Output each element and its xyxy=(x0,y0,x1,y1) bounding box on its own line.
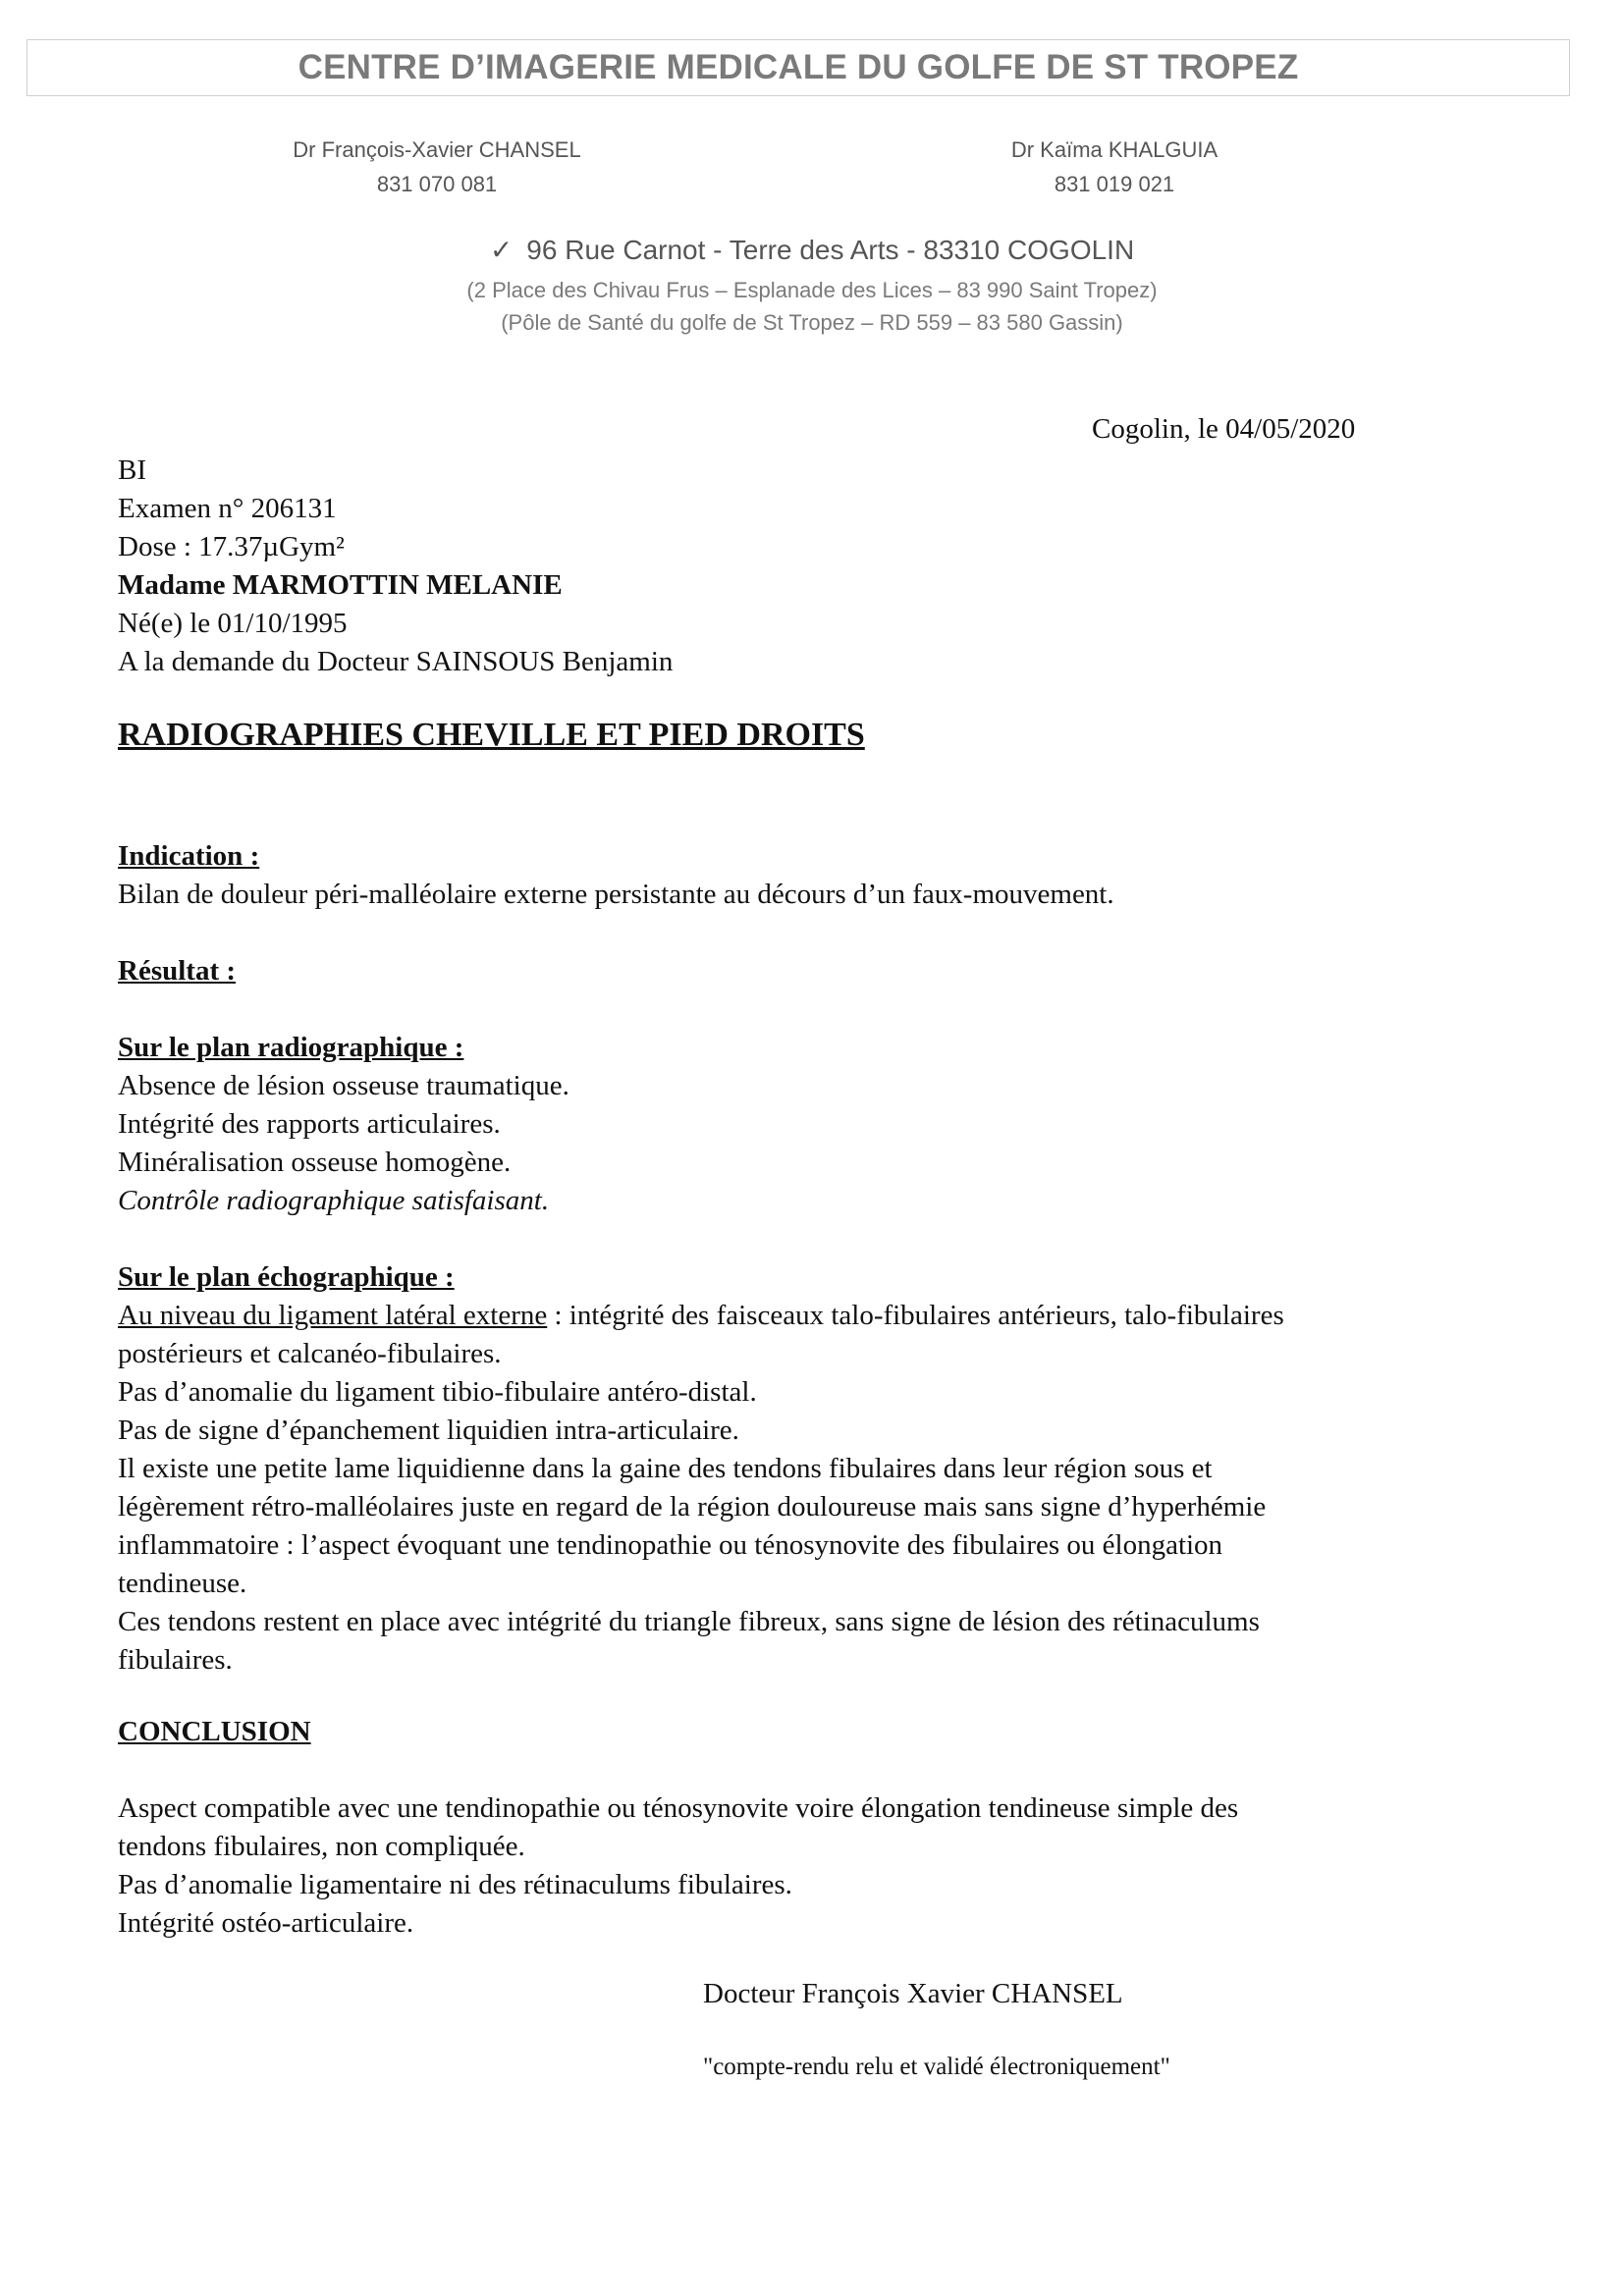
doctor-left xyxy=(241,133,633,201)
dose: Dose : 17.37µGym² xyxy=(118,531,345,562)
echo-line: légèrement rétro-malléolaires juste en regard de la région douloureuse mais sans signe d’hyperhémie xyxy=(118,1491,1267,1522)
doctor-right-number: 831 019 021 xyxy=(1054,172,1175,196)
echo-line: Pas d’anomalie du ligament tibio-fibulaire antéro-distal. xyxy=(118,1376,757,1408)
doctor-left-name: Dr François-Xavier CHANSEL xyxy=(293,137,581,162)
result-heading: Résultat : xyxy=(118,955,237,987)
patient-block xyxy=(118,452,673,681)
echo-line: Ces tendons restent en place avec intégrité du triangle fibreux, sans signe de lésion des rétinaculums xyxy=(118,1606,1260,1637)
doctor-right xyxy=(918,133,1311,201)
ligament-text-1: : intégrité des faisceaux talo-fibulaires antérieurs, talo-fibulaires xyxy=(547,1300,1284,1331)
conclusion-line: Aspect compatible avec une tendinopathie ou ténosynovite voire élongation tendineuse simple des xyxy=(118,1792,1239,1824)
report-title: RADIOGRAPHIES CHEVILLE ET PIED DROITS xyxy=(118,717,865,753)
patient-code: BI xyxy=(118,454,146,486)
radio-line: Absence de lésion osseuse traumatique. xyxy=(118,1070,569,1101)
doctor-left-number: 831 070 081 xyxy=(376,172,498,196)
echo-line: fibulaires. xyxy=(118,1644,233,1676)
referrer: A la demande du Docteur SAINSOUS Benjamin xyxy=(118,646,674,677)
conclusion-line: tendons fibulaires, non compliquée. xyxy=(118,1831,525,1862)
patient-name: Madame MARMOTTIN MELANIE xyxy=(118,569,563,601)
ligament-label: Au niveau du ligament latéral externe xyxy=(118,1300,548,1331)
indication-heading: Indication : xyxy=(118,840,260,872)
exam-number: Examen n° 206131 xyxy=(118,493,337,524)
echo-section xyxy=(118,1258,1284,1680)
address-alt-2: (Pôle de Santé du golfe de St Tropez – RD 559 – 83 580 Gassin) xyxy=(501,310,1123,335)
report-date: Cogolin, le 04/05/2020 xyxy=(1092,413,1356,445)
check-icon: ✓ xyxy=(489,234,514,266)
indication-text: Bilan de douleur péri-malléolaire externe persistante au décours d’un faux-mouvement. xyxy=(118,879,1114,910)
echo-heading: Sur le plan échographique : xyxy=(118,1261,455,1293)
doctor-right-name: Dr Kaïma KHALGUIA xyxy=(1010,137,1218,162)
echo-line: inflammatoire : l’aspect évoquant une tendinopathie ou ténosynovite des fibulaires ou élongation xyxy=(118,1529,1223,1561)
conclusion-heading: CONCLUSION xyxy=(118,1716,311,1747)
echo-line: tendineuse. xyxy=(118,1568,247,1599)
center-title: CENTRE D’IMAGERIE MEDICALE DU GOLFE DE ST TROPEZ xyxy=(298,48,1299,86)
echo-line: Pas de signe d’épanchement liquidien intra-articulaire. xyxy=(118,1415,739,1446)
result-section xyxy=(118,952,236,990)
header-title-box xyxy=(27,39,1570,96)
radio-section xyxy=(118,1029,569,1220)
radio-line: Minéralisation osseuse homogène. xyxy=(118,1147,512,1178)
address-main-line xyxy=(0,234,1624,266)
address-main: 96 Rue Carnot - Terre des Arts - 83310 COGOLIN xyxy=(526,235,1135,265)
conclusion-section xyxy=(118,1789,1238,1943)
radio-italic-line: Contrôle radiographique satisfaisant. xyxy=(118,1185,550,1216)
conclusion-heading-block xyxy=(118,1713,311,1751)
echo-ligament-line xyxy=(118,1297,1284,1335)
ligament-text-2: postérieurs et calcanéo-fibulaires. xyxy=(118,1338,502,1369)
conclusion-line: Intégrité ostéo-articulaire. xyxy=(118,1907,414,1939)
echo-line: Il existe une petite lame liquidienne dans la gaine des tendons fibulaires dans leur région sous et xyxy=(118,1453,1213,1484)
signature-name: Docteur François Xavier CHANSEL xyxy=(703,1978,1123,2009)
address-alt-1: (2 Place des Chivau Frus – Esplanade des Lices – 83 990 Saint Tropez) xyxy=(466,278,1158,302)
signature-note: "compte-rendu relu et validé électroniquement" xyxy=(703,2054,1170,2080)
indication-section xyxy=(118,837,1114,914)
conclusion-line: Pas d’anomalie ligamentaire ni des rétinaculums fibulaires. xyxy=(118,1869,792,1900)
radio-line: Intégrité des rapports articulaires. xyxy=(118,1108,501,1140)
radio-heading: Sur le plan radiographique : xyxy=(118,1032,464,1063)
patient-birth: Né(e) le 01/10/1995 xyxy=(118,608,348,639)
